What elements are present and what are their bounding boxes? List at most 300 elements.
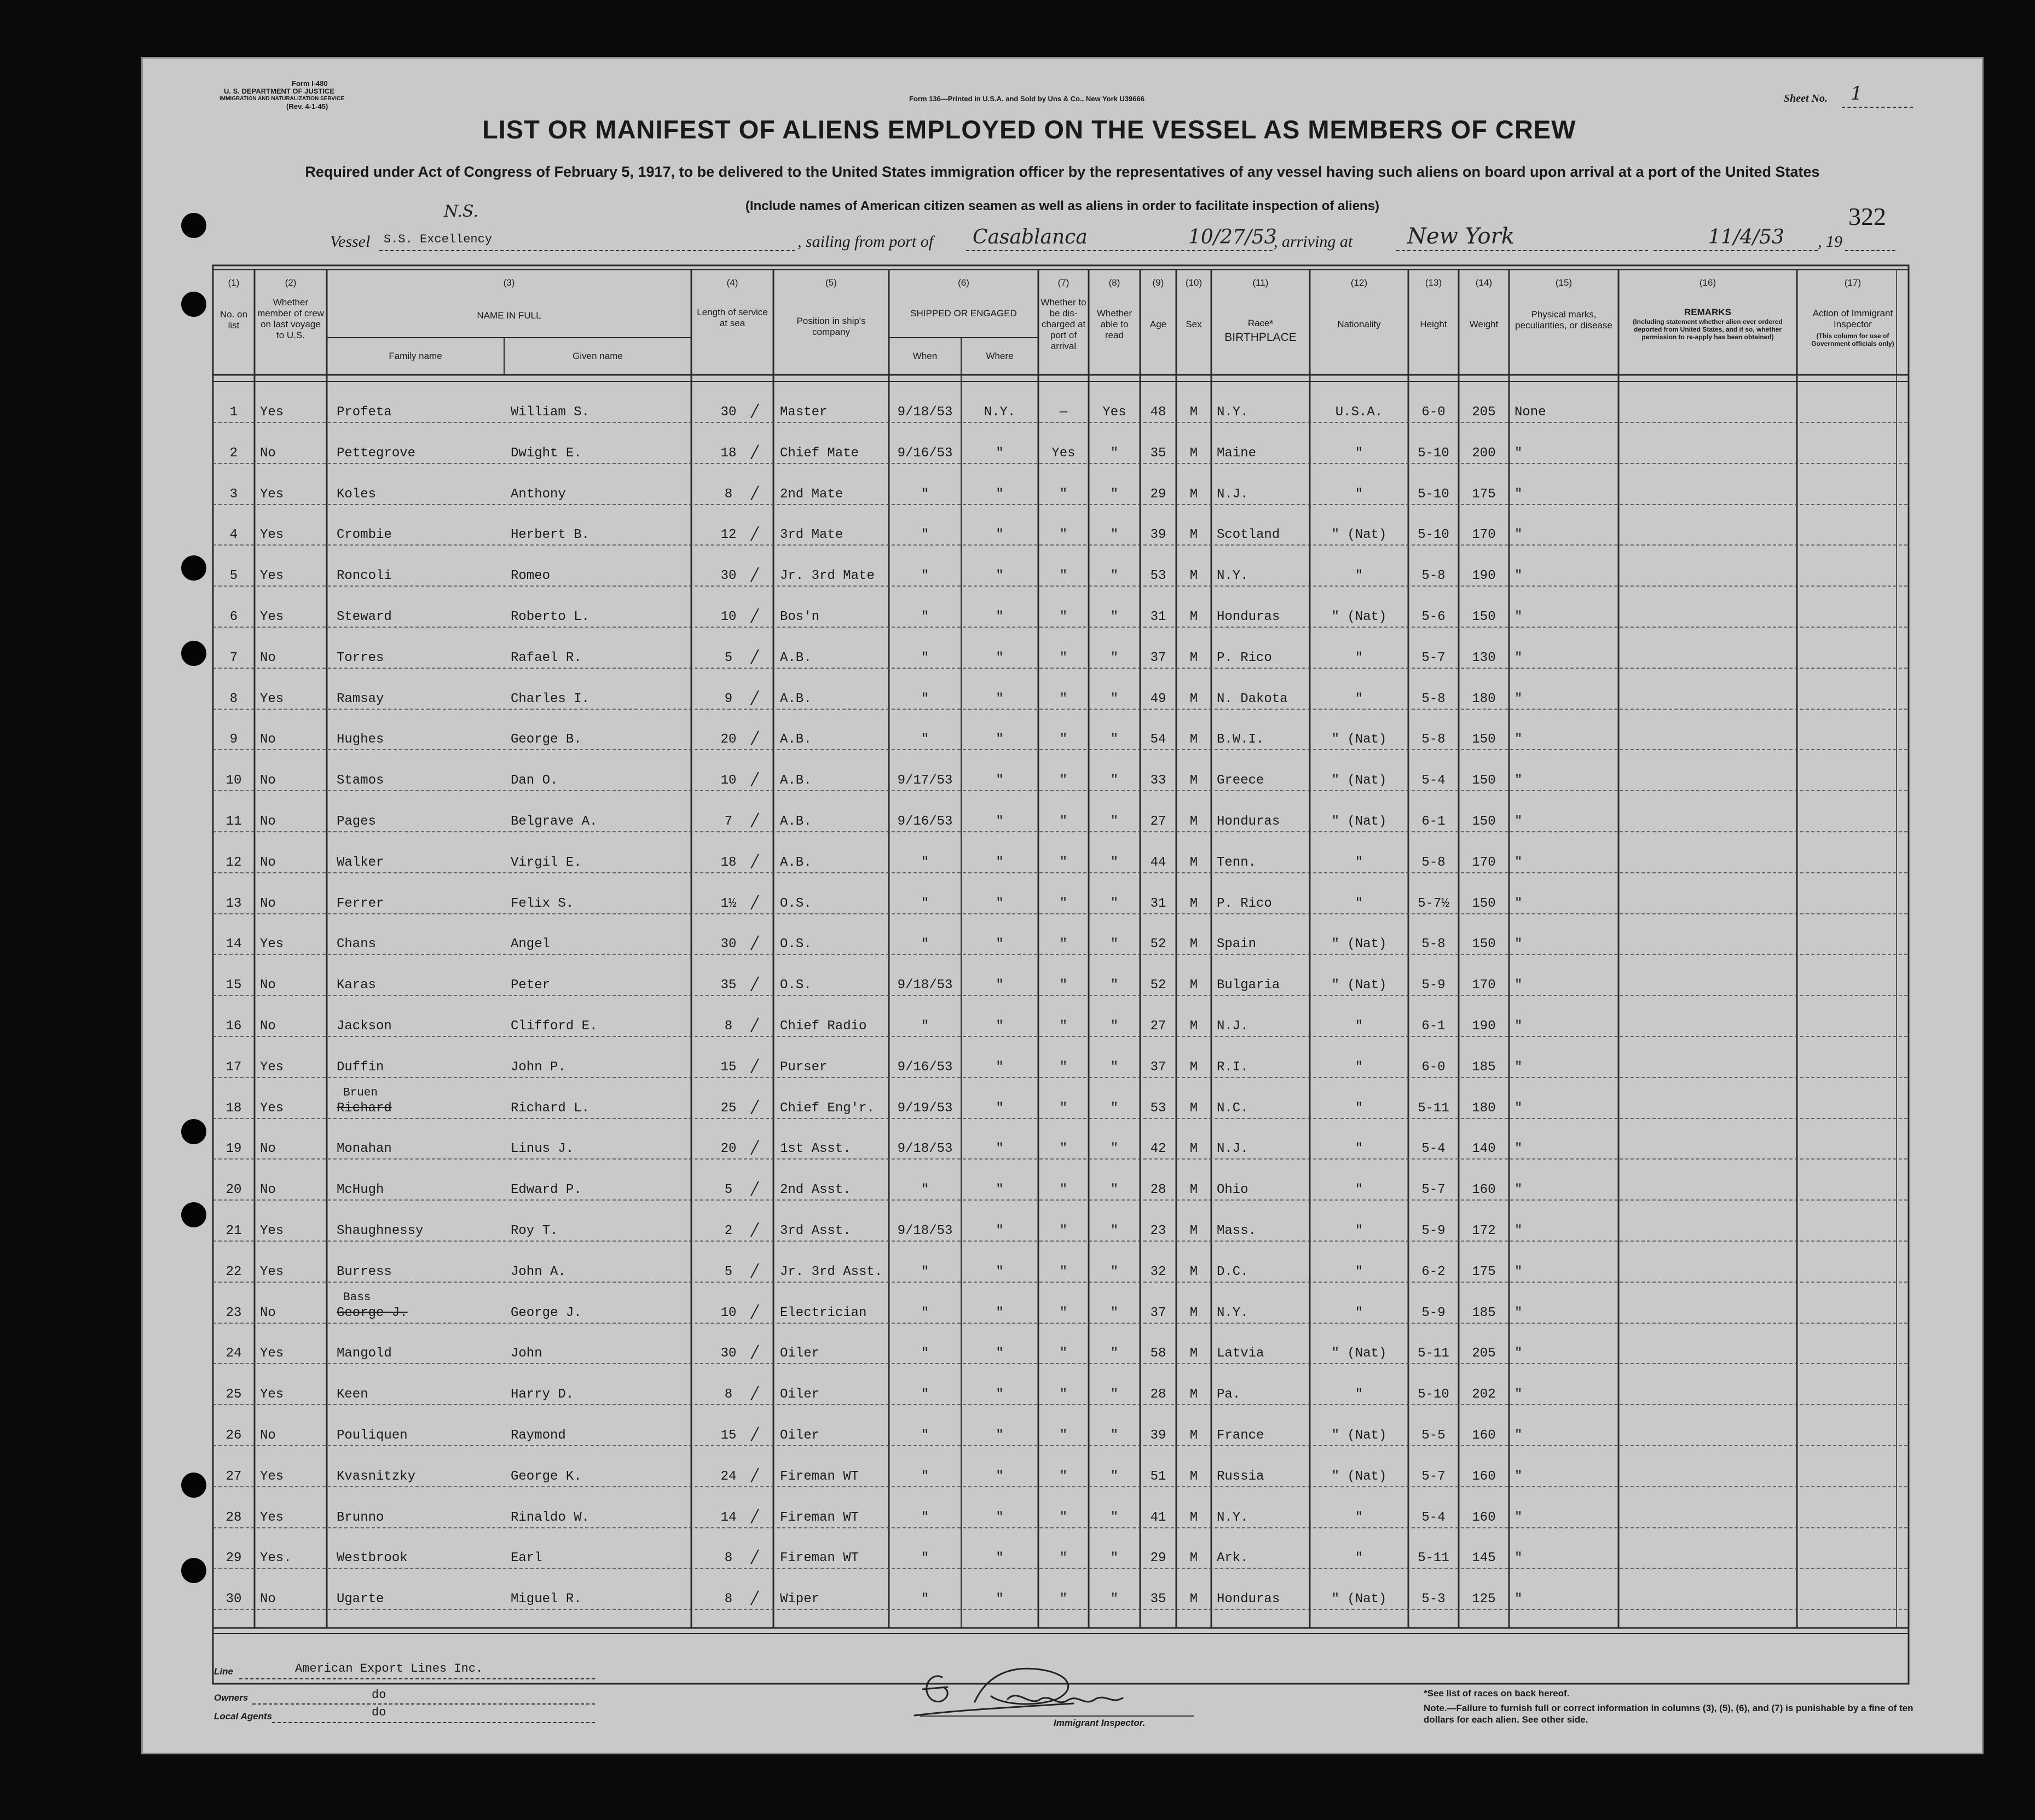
cell-sex: M xyxy=(1189,855,1198,870)
cell-given: John xyxy=(511,1346,542,1361)
vessel-name: S.S. Excellency xyxy=(384,233,493,246)
cell-birth: N.Y. xyxy=(1217,569,1248,583)
cell-nat: " (Nat) xyxy=(1331,528,1387,542)
cell-family: Mangold xyxy=(337,1346,392,1361)
penalty-note: Note.—Failure to furnish full or correct information in columns (3), (5), (6), and (7) is punishable by a fine of ten dollars for each alien. See other side. xyxy=(1424,1703,1913,1725)
vessel-prefix: N.S. xyxy=(444,202,478,221)
cell-weight: 170 xyxy=(1472,528,1496,542)
cell-height: 5-11 xyxy=(1418,1551,1449,1566)
cell-marks: " xyxy=(1514,1592,1523,1607)
date-underline xyxy=(1654,250,1818,251)
cell-read: " xyxy=(1110,937,1119,952)
col-header-no: No. on list xyxy=(219,309,248,331)
cell-when: 9/16/53 xyxy=(897,814,953,829)
cell-read: " xyxy=(1110,1306,1119,1320)
check-mark-icon: ⁄ xyxy=(748,1301,762,1326)
cell-prev: Yes xyxy=(260,1469,284,1484)
cell-height: 5-6 xyxy=(1421,610,1446,624)
cell-given: Linus J. xyxy=(511,1141,574,1156)
col-header-marks: Physical marks, peculiarities, or disease xyxy=(1515,309,1612,331)
cell-given: Roy T. xyxy=(511,1224,558,1238)
cell-age: 42 xyxy=(1150,1141,1166,1156)
table-row xyxy=(143,603,1985,636)
check-mark-icon: ⁄ xyxy=(748,1056,762,1080)
inspector-underline xyxy=(920,1715,1194,1717)
cell-where: N.Y. xyxy=(984,405,1016,420)
table-row xyxy=(143,849,1985,882)
cell-disch: " xyxy=(1059,1265,1068,1279)
cell-marks: " xyxy=(1514,1510,1523,1525)
cell-weight: 205 xyxy=(1472,1346,1496,1361)
cell-prev: No xyxy=(260,855,276,870)
cell-given: Anthony xyxy=(511,487,566,502)
cell-given: John A. xyxy=(511,1265,566,1279)
cell-read: " xyxy=(1110,1551,1119,1566)
cell-when: " xyxy=(921,896,929,911)
cell-height: 5-9 xyxy=(1421,1224,1446,1238)
cell-family: Pouliquen xyxy=(337,1428,408,1443)
cell-service: 9 xyxy=(724,692,733,706)
cell-disch: " xyxy=(1059,978,1068,993)
cell-position: 2nd Mate xyxy=(780,487,843,502)
col-header-age: Age xyxy=(1149,319,1167,329)
cell-no: 15 xyxy=(226,978,242,993)
cell-height: 6-0 xyxy=(1421,405,1446,420)
col-num-16: (16) xyxy=(1699,277,1716,288)
cell-no: 22 xyxy=(226,1265,242,1279)
cell-no: 25 xyxy=(226,1387,242,1402)
agents-value: do xyxy=(372,1706,386,1719)
cell-weight: 205 xyxy=(1472,405,1496,420)
col-header-discharged: Whether to be dis-charged at port of arrival xyxy=(1040,297,1086,351)
include-note: (Include names of American citizen seamen as well as aliens in order to facilitate inspection of aliens) xyxy=(745,199,1380,213)
cell-birth: N.Y. xyxy=(1217,1510,1248,1525)
cell-service: 10 xyxy=(720,773,737,788)
cell-prev: Yes xyxy=(260,1387,284,1402)
check-mark-icon: ⁄ xyxy=(748,1015,762,1039)
cell-no: 14 xyxy=(226,937,242,952)
cell-family: Roncoli xyxy=(337,569,392,583)
cell-prev: No xyxy=(260,1428,276,1443)
cell-when: " xyxy=(921,610,929,624)
cell-birth: N.C. xyxy=(1217,1101,1248,1116)
cell-birth: N.Y. xyxy=(1217,405,1248,420)
cell-marks: " xyxy=(1514,1224,1523,1238)
check-mark-icon: ⁄ xyxy=(748,973,762,998)
cell-prev: No xyxy=(260,814,276,829)
cell-given: Roberto L. xyxy=(511,610,590,624)
cell-birth: Honduras xyxy=(1217,814,1280,829)
table-row xyxy=(143,1544,1985,1577)
cell-service: 2 xyxy=(724,1224,733,1238)
check-mark-icon: ⁄ xyxy=(748,483,762,507)
cell-when: " xyxy=(921,1387,929,1402)
cell-sex: M xyxy=(1189,773,1198,788)
required-statement: Required under Act of Congress of February 5, 1917, to be delivered to the United States immigration officer by the representatives of any vessel having such aliens on board upon arrival at a port of the United States xyxy=(305,164,1820,180)
table-row xyxy=(143,480,1985,513)
cell-family: Ramsay xyxy=(337,692,384,706)
cell-where: " xyxy=(996,651,1004,665)
cell-prev: Yes xyxy=(260,1510,284,1525)
cell-read: " xyxy=(1110,1183,1119,1197)
cell-weight: 180 xyxy=(1472,692,1496,706)
page-number: 322 xyxy=(1848,202,1886,230)
sailing-port: Casablanca xyxy=(973,226,1088,248)
cell-birth: N.J. xyxy=(1217,487,1248,502)
cell-nat: " xyxy=(1355,855,1363,870)
cell-sex: M xyxy=(1189,1183,1198,1197)
cell-given: Richard L. xyxy=(511,1101,590,1116)
cell-age: 27 xyxy=(1150,814,1166,829)
cell-sex: M xyxy=(1189,978,1198,993)
table-row xyxy=(143,644,1985,677)
cell-read: " xyxy=(1110,1019,1119,1034)
cell-given: Herbert B. xyxy=(511,528,590,542)
cell-age: 27 xyxy=(1150,1019,1166,1034)
cell-marks: " xyxy=(1514,1101,1523,1116)
cell-no: 12 xyxy=(226,855,242,870)
cell-read: " xyxy=(1110,1346,1119,1361)
check-mark-icon: ⁄ xyxy=(748,1178,762,1203)
col-header-height: Height xyxy=(1420,319,1447,329)
cell-height: 5-10 xyxy=(1418,1387,1449,1402)
form-number: Form I-480 xyxy=(292,79,328,88)
cell-given: Belgrave A. xyxy=(511,814,598,829)
cell-marks: " xyxy=(1514,1346,1523,1361)
year-underline xyxy=(1845,250,1895,251)
cell-service: 30 xyxy=(720,405,737,420)
service-name: IMMIGRATION AND NATURALIZATION SERVICE xyxy=(219,96,344,102)
col-header-family: Family name xyxy=(389,351,442,361)
col-header-nationality: Nationality xyxy=(1337,319,1381,329)
cell-where: " xyxy=(996,446,1004,461)
check-mark-icon: ⁄ xyxy=(748,1383,762,1407)
cell-sex: M xyxy=(1189,1469,1198,1484)
cell-given: Clifford E. xyxy=(511,1019,598,1034)
cell-disch: " xyxy=(1059,1551,1068,1566)
table-row xyxy=(143,562,1985,595)
cell-nat: " xyxy=(1355,1060,1363,1075)
col-header-action: Action of Immigrant Inspector xyxy=(1812,308,1893,329)
cell-no: 11 xyxy=(226,814,242,829)
cell-disch: " xyxy=(1059,1510,1068,1525)
cell-disch: " xyxy=(1059,1224,1068,1238)
cell-given: George B. xyxy=(511,732,582,747)
cell-prev: Yes xyxy=(260,528,284,542)
cell-family: Walker xyxy=(337,855,384,870)
check-mark-icon: ⁄ xyxy=(748,1424,762,1448)
cell-given: John P. xyxy=(511,1060,566,1075)
col-num-10: (10) xyxy=(1185,277,1202,288)
cell-nat: " (Nat) xyxy=(1331,978,1387,993)
cell-family: Ferrer xyxy=(337,896,384,911)
cell-family: Jackson xyxy=(337,1019,392,1034)
table-row xyxy=(143,808,1985,841)
cell-no: 20 xyxy=(226,1183,242,1197)
cell-when: " xyxy=(921,692,929,706)
table-row xyxy=(143,1504,1985,1537)
cell-nat: U.S.A. xyxy=(1335,405,1383,420)
cell-family: Steward xyxy=(337,610,392,624)
check-mark-icon: ⁄ xyxy=(748,892,762,917)
col-header-remarks-note: (Including statement whether alien ever ordered deported from United States, and if so, whether permission to re-apply has been obtained) xyxy=(1633,318,1783,341)
cell-service: 8 xyxy=(724,1019,733,1034)
cell-weight: 150 xyxy=(1472,896,1496,911)
cell-service: 7 xyxy=(724,814,733,829)
check-mark-icon: ⁄ xyxy=(748,1506,762,1531)
cell-birth: N.Y. xyxy=(1217,1306,1248,1320)
cell-sex: M xyxy=(1189,569,1198,583)
cell-read: " xyxy=(1110,446,1119,461)
table-row xyxy=(143,1135,1985,1168)
cell-birth: R.I. xyxy=(1217,1060,1248,1075)
cell-service: 14 xyxy=(720,1510,737,1525)
cell-birth: P. Rico xyxy=(1217,896,1272,911)
cell-nat: " xyxy=(1355,1019,1363,1034)
cell-marks: " xyxy=(1514,1060,1523,1075)
cell-when: 9/18/53 xyxy=(897,1141,953,1156)
cell-given: Rafael R. xyxy=(511,651,582,665)
cell-family-correction: Bruen xyxy=(343,1087,378,1099)
cell-position: O.S. xyxy=(780,896,812,911)
cell-marks: " xyxy=(1514,528,1523,542)
col-num-17: (17) xyxy=(1844,277,1861,288)
cell-disch: " xyxy=(1059,1019,1068,1034)
cell-service: 8 xyxy=(724,1592,733,1607)
cell-weight: 160 xyxy=(1472,1183,1496,1197)
cell-birth: N.J. xyxy=(1217,1019,1248,1034)
cell-nat: " (Nat) xyxy=(1331,1346,1387,1361)
cell-given: Harry D. xyxy=(511,1387,574,1402)
col-header-previous: Whether member of crew on last voyage to U.S. xyxy=(257,297,324,340)
cell-sex: M xyxy=(1189,1346,1198,1361)
cell-position: A.B. xyxy=(780,773,812,788)
col-num-8: (8) xyxy=(1108,277,1120,288)
cell-given: Dwight E. xyxy=(511,446,582,461)
cell-when: " xyxy=(921,528,929,542)
cell-prev: Yes xyxy=(260,1060,284,1075)
cell-when: " xyxy=(921,937,929,952)
col-num-3: (3) xyxy=(503,277,515,288)
cell-age: 58 xyxy=(1150,1346,1166,1361)
cell-weight: 185 xyxy=(1472,1306,1496,1320)
cell-when: 9/18/53 xyxy=(897,405,953,420)
cell-family: Kvasnitzky xyxy=(337,1469,416,1484)
punch-hole xyxy=(181,213,206,238)
cell-given: Rinaldo W. xyxy=(511,1510,590,1525)
cell-family: Pettegrove xyxy=(337,446,416,461)
cell-no: 1 xyxy=(229,405,238,420)
cell-family: Hughes xyxy=(337,732,384,747)
cell-sex: M xyxy=(1189,446,1198,461)
check-mark-icon: ⁄ xyxy=(748,1587,762,1612)
cell-sex: M xyxy=(1189,1101,1198,1116)
cell-height: 5-11 xyxy=(1418,1101,1449,1116)
cell-family: Keen xyxy=(337,1387,368,1402)
cell-read: " xyxy=(1110,978,1119,993)
cell-family: Profeta xyxy=(337,405,392,420)
check-mark-icon: ⁄ xyxy=(748,1465,762,1489)
cell-height: 5-8 xyxy=(1421,732,1446,747)
cell-weight: 185 xyxy=(1472,1060,1496,1075)
cell-position: Oiler xyxy=(780,1428,820,1443)
table-row xyxy=(143,890,1985,923)
cell-birth: D.C. xyxy=(1217,1265,1248,1279)
cell-weight: 130 xyxy=(1472,651,1496,665)
cell-birth: Tenn. xyxy=(1217,855,1257,870)
cell-prev: Yes xyxy=(260,1224,284,1238)
cell-position: A.B. xyxy=(780,855,812,870)
cell-service: 35 xyxy=(720,978,737,993)
year-label: , 19 xyxy=(1818,233,1842,251)
cell-given: George J. xyxy=(511,1306,582,1320)
cell-marks: " xyxy=(1514,446,1523,461)
cell-marks: " xyxy=(1514,896,1523,911)
cell-family: Duffin xyxy=(337,1060,384,1075)
cell-service: 15 xyxy=(720,1060,737,1075)
table-row xyxy=(143,1340,1985,1372)
cell-height: 5-8 xyxy=(1421,692,1446,706)
cell-marks: " xyxy=(1514,651,1523,665)
cell-birth: Maine xyxy=(1217,446,1257,461)
cell-position: Fireman WT xyxy=(780,1551,859,1566)
cell-no: 3 xyxy=(229,487,238,502)
cell-marks: " xyxy=(1514,1306,1523,1320)
cell-height: 5-3 xyxy=(1421,1592,1446,1607)
cell-weight: 160 xyxy=(1472,1428,1496,1443)
cell-disch: " xyxy=(1059,569,1068,583)
cell-nat: " (Nat) xyxy=(1331,1592,1387,1607)
cell-family: Brunno xyxy=(337,1510,384,1525)
cell-age: 37 xyxy=(1150,1306,1166,1320)
cell-when: " xyxy=(921,1551,929,1566)
cell-birth: Ark. xyxy=(1217,1551,1248,1566)
col-num-1: (1) xyxy=(228,277,240,288)
cell-position: Oiler xyxy=(780,1387,820,1402)
cell-age: 35 xyxy=(1150,1592,1166,1607)
cell-where: " xyxy=(996,1346,1004,1361)
table-row xyxy=(143,1053,1985,1086)
col-header-remarks: REMARKS xyxy=(1684,307,1731,317)
cell-family: Crombie xyxy=(337,528,392,542)
check-mark-icon: ⁄ xyxy=(748,646,762,671)
cell-given: Felix S. xyxy=(511,896,574,911)
cell-no: 21 xyxy=(226,1224,242,1238)
cell-height: 5-7 xyxy=(1421,651,1446,665)
cell-age: 29 xyxy=(1150,1551,1166,1566)
sheet-number: 1 xyxy=(1851,83,1863,105)
cell-where: " xyxy=(996,1592,1004,1607)
cell-sex: M xyxy=(1189,528,1198,542)
cell-age: 37 xyxy=(1150,651,1166,665)
cell-position: Wiper xyxy=(780,1592,820,1607)
cell-prev: No xyxy=(260,978,276,993)
cell-when: " xyxy=(921,1183,929,1197)
table-row xyxy=(143,439,1985,472)
cell-weight: 170 xyxy=(1472,855,1496,870)
cell-where: " xyxy=(996,1101,1004,1116)
cell-position: A.B. xyxy=(780,692,812,706)
cell-given: Raymond xyxy=(511,1428,566,1443)
cell-age: 48 xyxy=(1150,405,1166,420)
cell-marks: " xyxy=(1514,937,1523,952)
cell-sex: M xyxy=(1189,1551,1198,1566)
cell-age: 51 xyxy=(1150,1469,1166,1484)
cell-sex: M xyxy=(1189,1510,1198,1525)
cell-weight: 150 xyxy=(1472,937,1496,952)
check-mark-icon: ⁄ xyxy=(748,523,762,548)
check-mark-icon: ⁄ xyxy=(748,442,762,466)
cell-disch: " xyxy=(1059,937,1068,952)
cell-service: 8 xyxy=(724,1551,733,1566)
cell-nat: " (Nat) xyxy=(1331,773,1387,788)
col-header-action-note: (This column for use of Government officials only) xyxy=(1811,332,1894,347)
cell-no: 9 xyxy=(229,732,238,747)
cell-no: 13 xyxy=(226,896,242,911)
cell-prev: Yes xyxy=(260,692,284,706)
cell-marks: " xyxy=(1514,569,1523,583)
cell-disch: Yes xyxy=(1051,446,1076,461)
cell-weight: 140 xyxy=(1472,1141,1496,1156)
cell-nat: " xyxy=(1355,1265,1363,1279)
table-row xyxy=(143,1258,1985,1291)
cell-no: 17 xyxy=(226,1060,242,1075)
table-row xyxy=(143,1422,1985,1454)
cell-when: " xyxy=(921,1428,929,1443)
cell-birth: Honduras xyxy=(1217,1592,1280,1607)
cell-position: Chief Eng'r. xyxy=(780,1101,875,1116)
cell-given: Edward P. xyxy=(511,1183,582,1197)
cell-service: 20 xyxy=(720,1141,737,1156)
cell-height: 5-9 xyxy=(1421,978,1446,993)
cell-nat: " xyxy=(1355,1141,1363,1156)
cell-given: Angel xyxy=(511,937,551,952)
col-header-name: NAME IN FULL xyxy=(477,310,541,321)
check-mark-icon: ⁄ xyxy=(748,564,762,589)
col-num-6: (6) xyxy=(958,277,969,288)
cell-when: " xyxy=(921,569,929,583)
col-num-5: (5) xyxy=(825,277,837,288)
cell-position: A.B. xyxy=(780,732,812,747)
cell-prev: No xyxy=(260,1141,276,1156)
cell-family: Koles xyxy=(337,487,377,502)
cell-marks: " xyxy=(1514,1551,1523,1566)
cell-height: 5-7½ xyxy=(1418,896,1449,911)
cell-marks: " xyxy=(1514,1265,1523,1279)
cell-height: 5-8 xyxy=(1421,569,1446,583)
cell-age: 44 xyxy=(1150,855,1166,870)
cell-marks: " xyxy=(1514,855,1523,870)
cell-when: 9/18/53 xyxy=(897,978,953,993)
cell-height: 5-9 xyxy=(1421,1306,1446,1320)
check-mark-icon: ⁄ xyxy=(748,810,762,834)
cell-height: 5-10 xyxy=(1418,528,1449,542)
inspector-signature xyxy=(893,1655,1144,1721)
cell-given: Peter xyxy=(511,978,551,993)
cell-weight: 180 xyxy=(1472,1101,1496,1116)
cell-when: " xyxy=(921,855,929,870)
cell-disch: " xyxy=(1059,773,1068,788)
cell-marks: " xyxy=(1514,814,1523,829)
cell-disch: " xyxy=(1059,732,1068,747)
cell-age: 37 xyxy=(1150,1060,1166,1075)
cell-weight: 175 xyxy=(1472,487,1496,502)
cell-height: 5-4 xyxy=(1421,1510,1446,1525)
cell-sex: M xyxy=(1189,651,1198,665)
cell-weight: 125 xyxy=(1472,1592,1496,1607)
cell-read: " xyxy=(1110,1592,1119,1607)
cell-age: 41 xyxy=(1150,1510,1166,1525)
